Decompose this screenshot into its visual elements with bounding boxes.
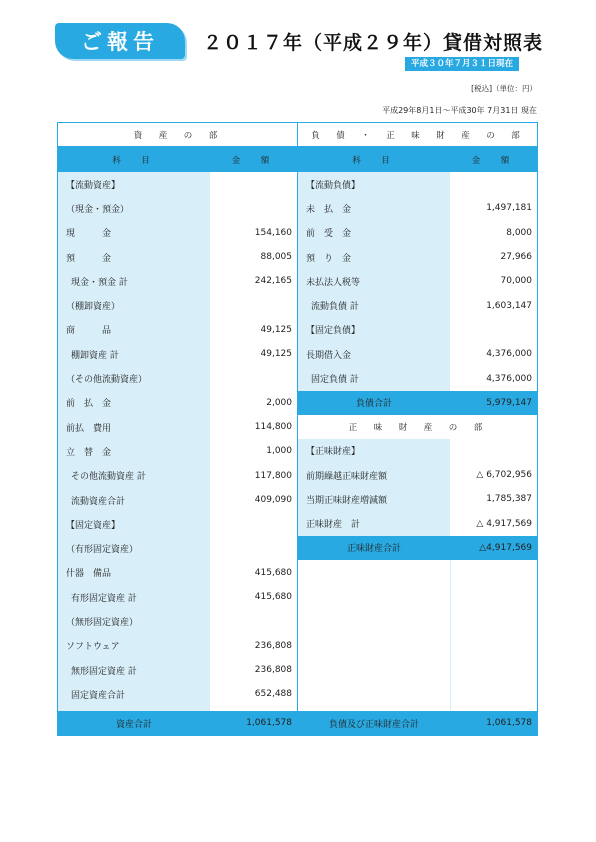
row-label: 固定資産合計 <box>71 690 126 701</box>
row-label: 什器 備品 <box>66 569 112 580</box>
row-value: 49,125 <box>260 349 292 360</box>
row-value: 415,680 <box>254 567 292 578</box>
table-row <box>58 658 297 682</box>
table-row <box>298 342 537 366</box>
table-row <box>58 682 297 706</box>
row-label: 【固定資産】 <box>66 520 121 531</box>
table-row <box>298 269 537 293</box>
assets-table <box>57 122 298 736</box>
table-row <box>298 293 537 317</box>
row-label: 前払 費用 <box>66 423 112 434</box>
row-value: 652,488 <box>254 689 292 700</box>
unit-note: [税込]（単位：円） <box>471 84 537 93</box>
assets-column-header <box>58 147 297 172</box>
row-label: 前 受 金 <box>306 229 352 240</box>
row-value: 1,603,147 <box>486 300 532 311</box>
table-row <box>298 512 537 536</box>
row-label: 【流動負債】 <box>306 180 361 191</box>
table-row <box>58 609 297 633</box>
table-row <box>298 221 537 245</box>
table-row <box>58 439 297 463</box>
table-row <box>298 196 537 220</box>
liabilities-total-value: 1,061,578 <box>486 718 532 728</box>
row-label: 預 り 金 <box>306 253 352 264</box>
row-label: 未払法人税等 <box>306 277 361 288</box>
row-value: 242,165 <box>254 276 292 287</box>
report-badge: ご報告 <box>55 23 185 59</box>
row-label: 流動負債 計 <box>311 302 359 313</box>
net-assets-section-title: 正 味 財 産 の 部 <box>298 415 537 439</box>
row-label: 有形固定資産 計 <box>71 593 137 604</box>
row-label: 当期正味財産増減額 <box>306 495 388 506</box>
row-label: ソフトウェア <box>66 642 120 653</box>
assets-total-value: 1,061,578 <box>246 718 292 728</box>
row-label: 前 払 金 <box>66 399 112 410</box>
period-note: 平成29年8月1日〜平成30年 7月31日 現在 <box>382 106 537 115</box>
table-row <box>58 318 297 342</box>
row-label: 未 払 金 <box>306 204 352 215</box>
liabilities-table <box>297 122 538 736</box>
row-value: 88,005 <box>260 252 292 263</box>
row-value: 49,125 <box>260 324 292 335</box>
assets-rows <box>58 172 297 712</box>
row-label: その他流動資産 計 <box>71 472 146 483</box>
assets-section-title: 資 産 の 部 <box>58 123 297 147</box>
row-label: 【正味財産】 <box>306 447 361 458</box>
table-row <box>58 464 297 488</box>
table-row <box>58 269 297 293</box>
row-label: 【固定負債】 <box>306 326 361 337</box>
table-row <box>58 245 297 269</box>
table-row <box>298 245 537 269</box>
row-value: 70,000 <box>500 276 532 287</box>
row-value: 114,800 <box>254 422 292 433</box>
assets-total-label: 資産合計 <box>115 719 152 730</box>
table-row <box>298 172 537 196</box>
table-row <box>58 391 297 415</box>
table-row <box>298 318 537 342</box>
row-label: 流動資産合計 <box>71 496 126 507</box>
row-label: 長期借入金 <box>306 350 352 361</box>
table-row <box>58 561 297 585</box>
row-value: 409,090 <box>254 495 292 505</box>
row-label: 預 金 <box>66 253 112 264</box>
row-value: 154,160 <box>254 227 292 238</box>
row-value: 4,376,000 <box>486 349 532 360</box>
row-value: 236,808 <box>254 665 292 676</box>
row-label: 現金・預金 計 <box>71 277 128 288</box>
liabilities-subtotal-value: 5,979,147 <box>486 397 532 408</box>
table-row <box>58 366 297 390</box>
row-label: （現金・預金） <box>66 204 130 215</box>
row-label: 無形固定資産 計 <box>71 666 137 677</box>
row-value: 1,000 <box>266 446 292 457</box>
row-label: 前期繰越正味財産額 <box>306 471 388 482</box>
net-assets-total-label: 正味財産合計 <box>346 544 401 555</box>
row-label: 立 替 金 <box>66 447 112 458</box>
assets-total-row <box>58 711 297 735</box>
table-row <box>298 463 537 487</box>
table-row <box>298 439 537 463</box>
row-value: 2,000 <box>266 397 292 408</box>
row-value: 4,376,000 <box>486 373 532 384</box>
row-value: 1,785,387 <box>486 494 532 505</box>
row-value: 236,808 <box>254 640 292 651</box>
net-assets-total-value: △4,917,569 <box>479 542 532 553</box>
row-value: 8,000 <box>506 227 532 238</box>
assets-col-item: 科 目 <box>112 155 156 166</box>
table-row <box>58 293 297 317</box>
table-row <box>58 415 297 439</box>
row-label: （棚卸資産） <box>66 302 121 313</box>
table-row <box>58 512 297 536</box>
row-value: 415,680 <box>254 592 292 603</box>
net-assets-total-row <box>298 536 537 560</box>
row-value: △ 4,917,569 <box>476 518 532 529</box>
row-value: △ 6,702,956 <box>476 470 532 481</box>
empty-area <box>298 560 537 710</box>
row-label: 商 品 <box>66 326 112 337</box>
liabilities-column-header <box>298 147 537 172</box>
table-row <box>58 196 297 220</box>
table-row <box>58 342 297 366</box>
liabilities-col-item: 科 目 <box>352 155 396 166</box>
row-value: 117,800 <box>254 470 292 481</box>
table-row <box>58 488 297 512</box>
liabilities-col-amount: 金 額 <box>471 155 516 166</box>
liabilities-total-label: 負債及び正味財産合計 <box>328 719 419 730</box>
table-row <box>58 172 297 196</box>
liabilities-subtotal-label: 負債合計 <box>355 399 392 410</box>
table-row <box>58 536 297 560</box>
table-row <box>58 585 297 609</box>
liabilities-subtotal-row <box>298 391 537 415</box>
row-value: 1,497,181 <box>486 203 532 214</box>
table-row <box>298 487 537 511</box>
liabilities-total-row <box>298 711 537 735</box>
row-label: （その他流動資産） <box>66 375 148 386</box>
table-row <box>298 366 537 390</box>
row-label: 現 金 <box>66 229 112 240</box>
liabilities-rows <box>298 172 537 391</box>
row-value: 27,966 <box>500 252 532 263</box>
page-title: ２０１７年（平成２９年）貸借対照表 <box>203 32 544 54</box>
row-label: 正味財産 計 <box>306 520 361 531</box>
row-label: 固定負債 計 <box>311 375 359 386</box>
as-of-date-badge: 平成３０年７月３１日現在 <box>405 57 519 71</box>
row-label: （無形固定資産） <box>66 617 139 628</box>
row-label: 【流動資産】 <box>66 180 121 191</box>
row-label: 棚卸資産 計 <box>71 350 119 361</box>
row-label: （有形固定資産） <box>66 545 139 556</box>
liabilities-section-title: 負 債 ・ 正 味 財 産 の 部 <box>298 123 537 147</box>
assets-col-amount: 金 額 <box>231 155 276 166</box>
net-assets-rows <box>298 439 537 536</box>
table-row <box>58 221 297 245</box>
table-row <box>58 634 297 658</box>
